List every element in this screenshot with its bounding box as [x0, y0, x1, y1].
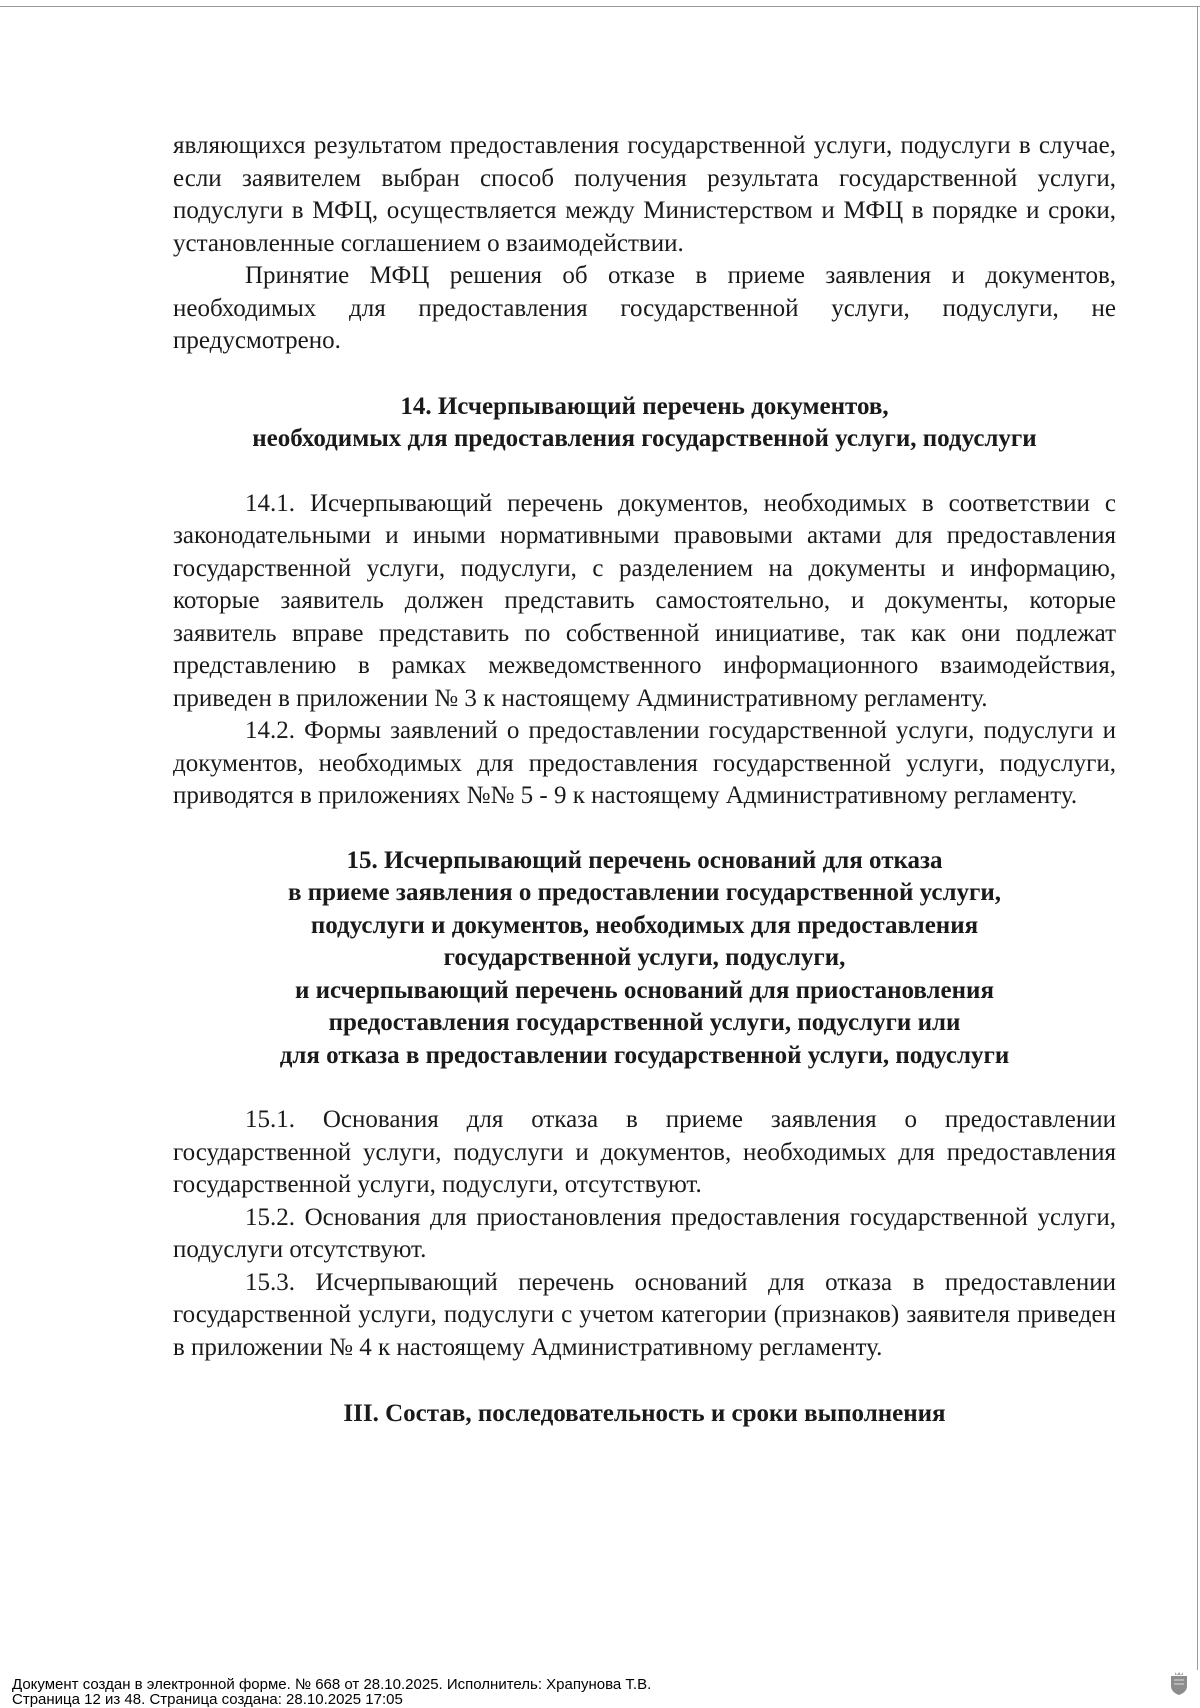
paragraph-14-1: 14.1. Исчерпывающий перечень документов, необходимых в соответствии с законодательными и иными нормативными правовыми актами для предоставления государственной услуги, подуслуги, с разделением на документы и информацию, которые заявитель должен представить самостоятельно, и документы, которые заявитель вправе представить по собственной инициативе, так как они подлежат представлению в рамках межведомственного информационного взаимодействия, приведен в приложении № 3 к настоящему Административному регламенту. — [173, 489, 1116, 712]
section-15-heading-line: в приеме заявления о предоставлении государственной услуги, — [287, 879, 1002, 906]
section-15-heading-line: 15. Исчерпывающий перечень оснований для отказа — [346, 846, 943, 874]
section-15-heading-line: подуслуги и документов, необходимых для предоставления — [310, 911, 979, 939]
section-3-heading: III. Состав, последовательность и сроки выполнения — [343, 1400, 946, 1427]
section-15-heading — [173, 845, 1116, 1073]
section-15-heading-line: и исчерпывающий перечень оснований для приостановления — [295, 976, 994, 1004]
document-footer — [12, 1677, 1112, 1707]
paragraph-15-2: 15.2. Основания для приостановления предоставления государственной услуги, подуслуги отсутствуют. — [173, 1203, 1116, 1263]
section-15-heading-line: для отказа в предоставлении государственной услуги, подуслуги — [279, 1041, 1010, 1069]
section-14-heading-line: необходимых для предоставления государственной услуги, подуслуги — [252, 425, 1037, 452]
section-15-heading-line: государственной услуги, подуслуги, — [443, 944, 846, 971]
section-15-heading-line: предоставления государственной услуги, подуслуги или — [328, 1009, 961, 1036]
paragraph-intro-2: Принятие МФЦ решения об отказе в приеме заявления и документов, необходимых для предоставления государственной услуги, подуслуги, не предусмотрено. — [173, 262, 1116, 354]
section-14-heading — [173, 391, 1116, 456]
footer-line-1: Документ создан в электронной форме. № 668 от 28.10.2025. Исполнитель: Храпунова Т.В. — [12, 1676, 652, 1693]
page-border-right — [1197, 6, 1198, 1670]
footer-line-2: Страница 12 из 48. Страница создана: 28.10.2025 17:05 — [12, 1691, 403, 1708]
section-14-heading-line: 14. Исчерпывающий перечень документов, — [400, 392, 889, 420]
paragraph-14-2: 14.2. Формы заявлений о предоставлении государственной услуги, подуслуги и документов, необходимых для предоставления государственной услуги, подуслуги, приводятся в приложениях №№ 5 - 9 к настоящему Административному регламенту. — [173, 717, 1116, 809]
page-border-top — [0, 6, 1200, 7]
coat-of-arms-icon — [1168, 1670, 1190, 1696]
document-body — [173, 130, 1116, 1431]
paragraph-intro-1: являющихся результатом предоставления государственной услуги, подуслуги в случае, если заявителем выбран способ получения результата государственной услуги, подуслуги в МФЦ, осуществляется между Министерством и МФЦ в порядке и сроки, установленные соглашением о взаимодействии. — [173, 132, 1116, 257]
paragraph-15-3: 15.3. Исчерпывающий перечень оснований для отказа в предоставлении государственной услуги, подуслуги с учетом категории (признаков) заявителя приведен в приложении № 4 к настоящему Административному регламенту. — [173, 1268, 1116, 1361]
paragraph-15-1: 15.1. Основания для отказа в приеме заявления о предоставлении государственной услуги, подуслуги и документов, необходимых для предоставления государственной услуги, подуслуги, отсутствуют. — [173, 1106, 1116, 1198]
